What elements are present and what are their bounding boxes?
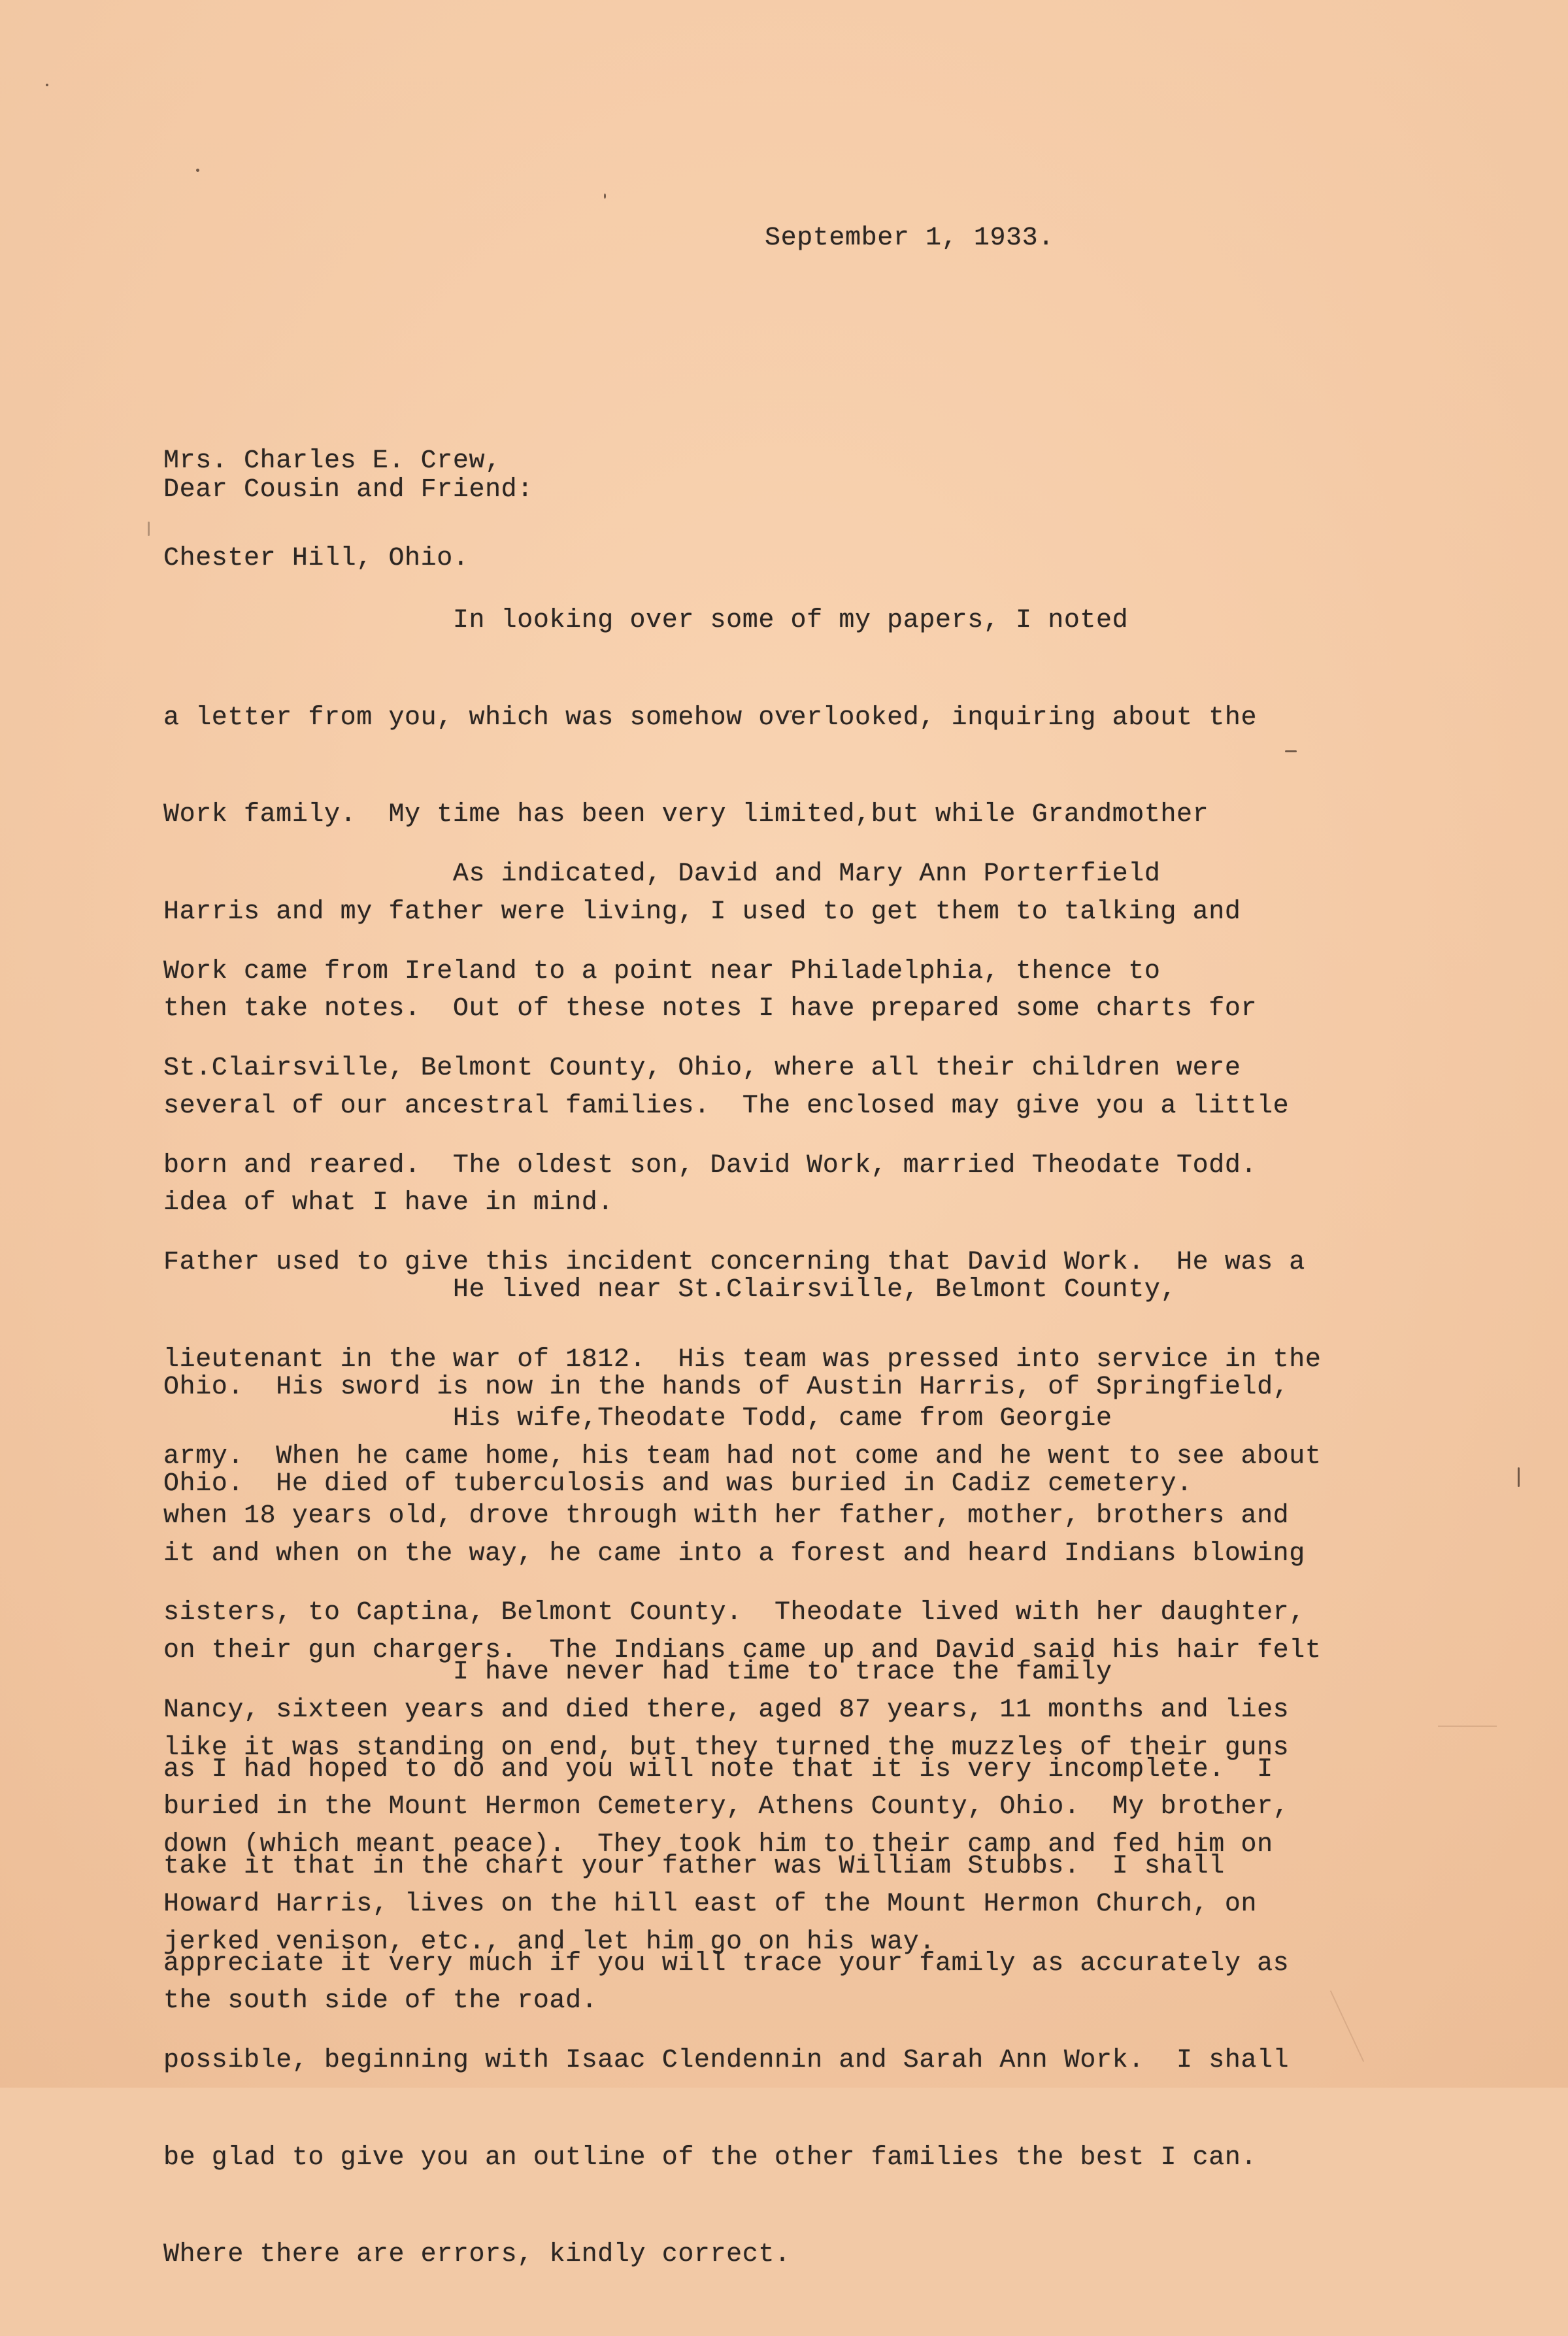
text-line: jerked venison, etc., and let him go on his way. [163, 1927, 935, 1957]
paragraph-5 [163, 1592, 1289, 2336]
text-line: Work family. My time has been very limited,but while Grandmother [163, 800, 1209, 829]
text-line: His wife,Theodate Todd, came from Georgie [163, 1404, 1112, 1433]
paper-speck [604, 193, 606, 199]
text-line: As indicated, David and Mary Ann Porterfield [163, 859, 1161, 889]
paper-speck [196, 169, 199, 172]
paper-crease [1330, 1990, 1365, 2062]
text-line: born and reared. The oldest son, David Work, married Theodate Todd. [163, 1150, 1258, 1180]
text-line: I have never had time to trace the family [163, 1658, 1112, 1687]
recipient-location: Chester Hill, Ohio. [163, 543, 469, 573]
text-line: Ohio. He died of tuberculosis and was buried in Cadiz cemetery. [163, 1469, 1193, 1499]
text-line: Father used to give this incident concerning that David Work. He was a [163, 1248, 1305, 1277]
text-line: lieutenant in the war of 1812. His team was pressed into service in the [163, 1344, 1322, 1375]
text-line: In looking over some of my papers, I noted [163, 606, 1129, 635]
text-line: possible, beginning with Isaac Clendennin and Sarah Ann Work. I shall [163, 2046, 1290, 2075]
text-line: the south side of the road. [163, 1986, 598, 2016]
text-line: Harris and my father were living, I used to get them to talking and [163, 897, 1241, 927]
text-line: when 18 years old, drove through with her father, mother, brothers and [163, 1501, 1290, 1531]
paper-crease [1438, 1726, 1497, 1727]
text-line: sisters, to Captina, Belmont County. Theodate lived with her daughter, [163, 1598, 1305, 1627]
text-line: down (which meant peace). They took him to their camp and fed him on [163, 1830, 1273, 1860]
text-line: idea of what I have in mind. [163, 1188, 614, 1218]
text-line: St.Clairsville, Belmont County, Ohio, where all their children were [163, 1054, 1241, 1083]
text-line: like it was standing on end, but they turned the muzzles of their guns [163, 1733, 1290, 1763]
paper-speck [46, 84, 48, 86]
text-line: He lived near St.Clairsville, Belmont County, [163, 1275, 1177, 1305]
salutation: Dear Cousin and Friend: [163, 475, 533, 505]
text-line: as I had hoped to do and you will note that it is very incomplete. I [163, 1754, 1273, 1784]
text-line: Howard Harris, lives on the hill east of the Mount Hermon Church, on [163, 1889, 1258, 1919]
text-line: Work came from Ireland to a point near Philadelphia, thence to [163, 956, 1161, 986]
text-line: army. When he came home, his team had not come and he went to see about [163, 1442, 1322, 1471]
text-line: on their gun chargers. The Indians came up and David said his hair felt [163, 1636, 1322, 1665]
paper-speck [148, 522, 150, 536]
text-line: Ohio. His sword is now in the hands of Austin Harris, of Springfield, [163, 1372, 1290, 1402]
text-line: a letter from you, which was somehow overlooked, inquiring about the [163, 703, 1258, 733]
text-line: be glad to give you an outline of the other families the best I can. [163, 2143, 1258, 2173]
text-line: several of our ancestral families. The enclosed may give you a little [163, 1091, 1290, 1121]
recipient-name: Mrs. Charles E. Crew, [163, 446, 501, 476]
text-line: take it that in the chart your father was William Stubbs. I shall [163, 1852, 1225, 1881]
paper-speck [1518, 1467, 1520, 1487]
text-line: buried in the Mount Hermon Cemetery, Athens County, Ohio. My brother, [163, 1792, 1290, 1822]
text-line: Where there are errors, kindly correct. [163, 2240, 791, 2269]
text-line: then take notes. Out of these notes I have prepared some charts for [163, 994, 1258, 1024]
letter-date: September 1, 1933. [765, 224, 1054, 253]
text-line: it and when on the way, he came into a forest and heard Indians blowing [163, 1539, 1305, 1569]
text-line: appreciate it very much if you will trace your family as accurately as [163, 1948, 1290, 1978]
text-line: Nancy, sixteen years and died there, aged 87 years, 11 months and lies [163, 1695, 1290, 1725]
